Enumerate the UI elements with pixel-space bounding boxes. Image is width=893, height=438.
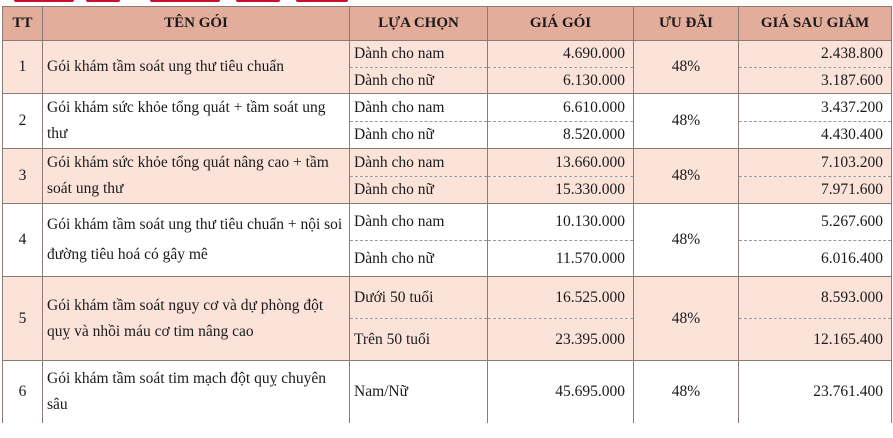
package-name: Gói khám tầm soát ung thư tiêu chuẩn + nội soi đường tiêu hoá có gây mê xyxy=(43,204,350,277)
package-name: Gói khám sức khỏe tổng quát + tầm soát ung thư xyxy=(43,94,350,149)
package-number: 5 xyxy=(3,277,43,361)
package-price: 45.695.000 xyxy=(488,361,634,423)
package-option: Dành cho nữ xyxy=(350,177,488,204)
package-price: 6.610.000 xyxy=(488,94,634,122)
package-after-price: 5.267.600 xyxy=(739,204,892,241)
package-option: Dưới 50 tuổi xyxy=(350,277,488,319)
package-number: 1 xyxy=(3,41,43,94)
package-option: Dành cho nam xyxy=(350,94,488,122)
package-price: 16.525.000 xyxy=(488,277,634,319)
table-row xyxy=(3,277,892,319)
table-row xyxy=(3,41,892,68)
package-after-price: 8.593.000 xyxy=(739,277,892,319)
package-discount: 48% xyxy=(634,204,739,277)
package-after-price: 6.016.400 xyxy=(739,241,892,277)
package-price: 10.130.000 xyxy=(488,204,634,241)
package-option: Dành cho nam xyxy=(350,149,488,177)
package-after-price: 3.437.200 xyxy=(739,94,892,122)
package-option: Dành cho nữ xyxy=(350,122,488,149)
package-price: 15.330.000 xyxy=(488,177,634,204)
price-table xyxy=(2,6,892,423)
package-after-price: 7.103.200 xyxy=(739,149,892,177)
header-option: LỰA CHỌN xyxy=(350,7,488,41)
package-name: Gói khám sức khỏe tổng quát nâng cao + tầm soát ung thư xyxy=(43,149,350,204)
package-option: Trên 50 tuổi xyxy=(350,319,488,361)
package-number: 3 xyxy=(3,149,43,204)
package-after-price: 4.430.400 xyxy=(739,122,892,149)
table-row xyxy=(3,149,892,177)
package-discount: 48% xyxy=(634,149,739,204)
package-name: Gói khám tầm soát tim mạch đột quỵ chuyên sâu xyxy=(43,361,350,423)
package-discount: 48% xyxy=(634,277,739,361)
header-price: GIÁ GÓI xyxy=(488,7,634,41)
table-row xyxy=(3,94,892,122)
package-after-price: 12.165.400 xyxy=(739,319,892,361)
header-name: TÊN GÓI xyxy=(43,7,350,41)
package-number: 2 xyxy=(3,94,43,149)
package-after-price: 7.971.600 xyxy=(739,177,892,204)
package-name: Gói khám tầm soát nguy cơ và dự phòng đột quỵ và nhồi máu cơ tim nâng cao xyxy=(43,277,350,361)
package-option: Dành cho nữ xyxy=(350,241,488,277)
header-after: GIÁ SAU GIẢM xyxy=(739,7,892,41)
package-discount: 48% xyxy=(634,94,739,149)
header-discount: ƯU ĐÃI xyxy=(634,7,739,41)
header-row xyxy=(3,7,892,41)
package-option: Dành cho nữ xyxy=(350,68,488,94)
package-price: 4.690.000 xyxy=(488,41,634,68)
package-price: 8.520.000 xyxy=(488,122,634,149)
header-tt: TT xyxy=(3,7,43,41)
package-option: Dành cho nam xyxy=(350,41,488,68)
package-discount: 48% xyxy=(634,361,739,423)
package-option: Nam/Nữ xyxy=(350,361,488,423)
package-price: 6.130.000 xyxy=(488,68,634,94)
package-price: 11.570.000 xyxy=(488,241,634,277)
package-name: Gói khám tầm soát ung thư tiêu chuẩn xyxy=(43,41,350,94)
package-number: 4 xyxy=(3,204,43,277)
package-price: 23.395.000 xyxy=(488,319,634,361)
package-after-price: 3.187.600 xyxy=(739,68,892,94)
package-discount: 48% xyxy=(634,41,739,94)
package-number: 6 xyxy=(3,361,43,423)
package-option: Dành cho nam xyxy=(350,204,488,241)
package-after-price: 2.438.800 xyxy=(739,41,892,68)
package-after-price: 23.761.400 xyxy=(739,361,892,423)
table-row xyxy=(3,361,892,423)
table-row xyxy=(3,204,892,241)
package-price: 13.660.000 xyxy=(488,149,634,177)
